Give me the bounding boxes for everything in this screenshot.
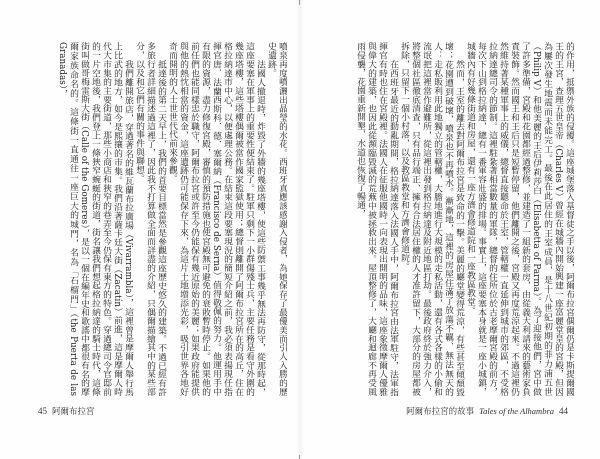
paragraph: 我們離開旅店，穿過著名的維瓦蘭布拉廣場（Vivarrambla），這裡曾是摩爾人舉行馬上比武的地方，如今是熙攘的市集。我們沿著薩卡廷大街（Zacatín）前進，這是摩爾人時代大市集的主要街道，那些小商店和狹窄的巷弄至今仍保有東方的特色。穿過總司令官邸前的一片空地後，我們登上一條狹窄蜿蜒的街道，街名讓我們想起格拉納達的騎士時代，這條街叫做哥梅雷斯大街（Calle of the Gomeres），是以一個在編年史和歌謠中都很有名的摩爾家族命名的。這條街一直通往一座巨大的城門，名為「石榴門」（the Puerta de las Granadas），: [57, 42, 133, 396]
gutter-mark-top: [299, 0, 300, 5]
page-left-body: [25, 42, 287, 396]
page-number: 45: [38, 406, 47, 416]
paragraph: 噴泉再度噴灑出晶瑩的水花。西班牙真應該感謝入侵者，為她保存了最優美而引人入勝的歷史遺跡。: [266, 42, 287, 396]
running-head: 阿爾布拉宮: [52, 407, 95, 417]
page-number: 44: [559, 406, 568, 416]
page-gutter: [296, 0, 304, 459]
paragraph: 的作用，抵禦外族的侵擾。這座城堡落入基督徒之手以後，阿爾布拉宮偶爾仍是卡斯提爾國王的王宮，查理五世皇帝（Charles V）曾經在城牆內開始興建一座富麗堂皇的宮殿，但因為屢次發生地震而未能完工。最後在此居住的王室成員，是十八世紀初期的菲力浦五世（Philip V）和他美麗的王后伊莉莎白（Elisabetta of Parma）。為了迎接他們，宮中做了許多準備，宮殿和花園都經過整修，並建造了一組新的套房，由從義大利請來的藝術家負責裝飾。然而國王和王后只是短暫停留，他們離開之後，宮殿又再度荒涼起來。不過這裡仍然維持著某種軍事上的威儀，總督直接聽命於王室，管轄權一直延伸到城市的郊區，不受格拉納達總司令的節制。這裡駐紮著相當數量的軍隊，總督的住所位於古老摩爾宮殿的前方，每次下山到格拉納達，總有一番軍容壯盛的排場。事實上，這座要塞本身就是一座小城鎮，城牆內有好幾條街道和房屋，還有一座方濟會修道院和一座教區教堂。: [465, 42, 574, 396]
running-head: 阿爾布拉宮的故事: [406, 407, 475, 417]
page-left-footer: [38, 405, 95, 417]
paragraph: 在西班牙最近的動亂期間，格拉納達落入法國人手中，阿爾布拉宮由法軍駐守，法軍指揮官有時也住在宮殿裡。法國人在征服他國時一向表現出開明的品味，這座象徵摩爾人優雅與偉大的建築，也因此從瀕臨毀滅的荒蕪中被拯救出來。屋頂整修了，大廳和迴廊不再受風雨侵襲，花園重新開墾，水道也恢復了暢通，: [355, 42, 398, 396]
paragraph: 然而，王室的離去對阿爾布拉宮是致命的一擊。美麗的廳堂變得荒涼，有些甚至傾頹毀壞；花園遭到破壞，噴泉也不再噴水。漸漸地，這裡的房屋住滿了放蕩不羈、無法無天的人：走私販利用此地獨立的管轄權，大膽地進行大規模的走私活動，還有各式各樣的小偷和流氓把這裡當作避難所，從這裡出發到格拉納達及附近地區打劫。最後政府終於強力介入，將整個社區徹底清查，只有品行端正、擁有合法居住權的人才准許留下，大部分的房屋都被拆除，只留下一個小村落，以及教區教堂和方濟會修道院。: [399, 42, 464, 396]
running-head-english: Tales of the Alhambra: [479, 406, 554, 416]
page-right-footer: [406, 405, 568, 417]
gutter-mark-bottom: [299, 455, 300, 459]
paragraph: 抵達後的第二天早上，我們的首要目標當然是參觀這座歷史悠久的建築。不過已經有許多旅行者詳細描述過這裡了，因此我不打算做全面而詳盡的介紹，只偶爾描繪其中的某些部分，以及和它們有關的事件與聯想。: [134, 42, 166, 396]
paragraph: 法國人撤退時，炸毀了外牆的幾座塔樓，使這些防禦工事幾乎無法再防守，從那時起，這座要塞在軍事上的重要性便結束了。駐軍只剩下一小群傷殘士兵，主要任務是看守外圍的幾座塔樓，這些塔樓偶爾被當作國家監獄使用；總督則離開了阿爾布拉宮所在的高丘，住在格拉納達市中心，以便處理公務。在結束這段要塞現況的簡短介紹之前，我必須表揚現任指揮官唐．法蘭西斯科．德．塞爾納（Francisco de Serna）值得敬佩的努力。他運用手中有限的資源，盡力修復宮殿，審慎的預防措施也使宮殿無可避免的衰敗暫時停止。如果他的前任們也能同樣忠於職守，阿爾布拉宮或許至今仍能保有幾近原始的美麗；如果政府能提供與他的熱忱相當的資金，這座遺跡仍可能保存下來，為這片土地增添光彩，吸引世界各地好奇而開明的人士世世代代前來參觀。: [167, 42, 265, 396]
page-right-body: [312, 42, 574, 396]
